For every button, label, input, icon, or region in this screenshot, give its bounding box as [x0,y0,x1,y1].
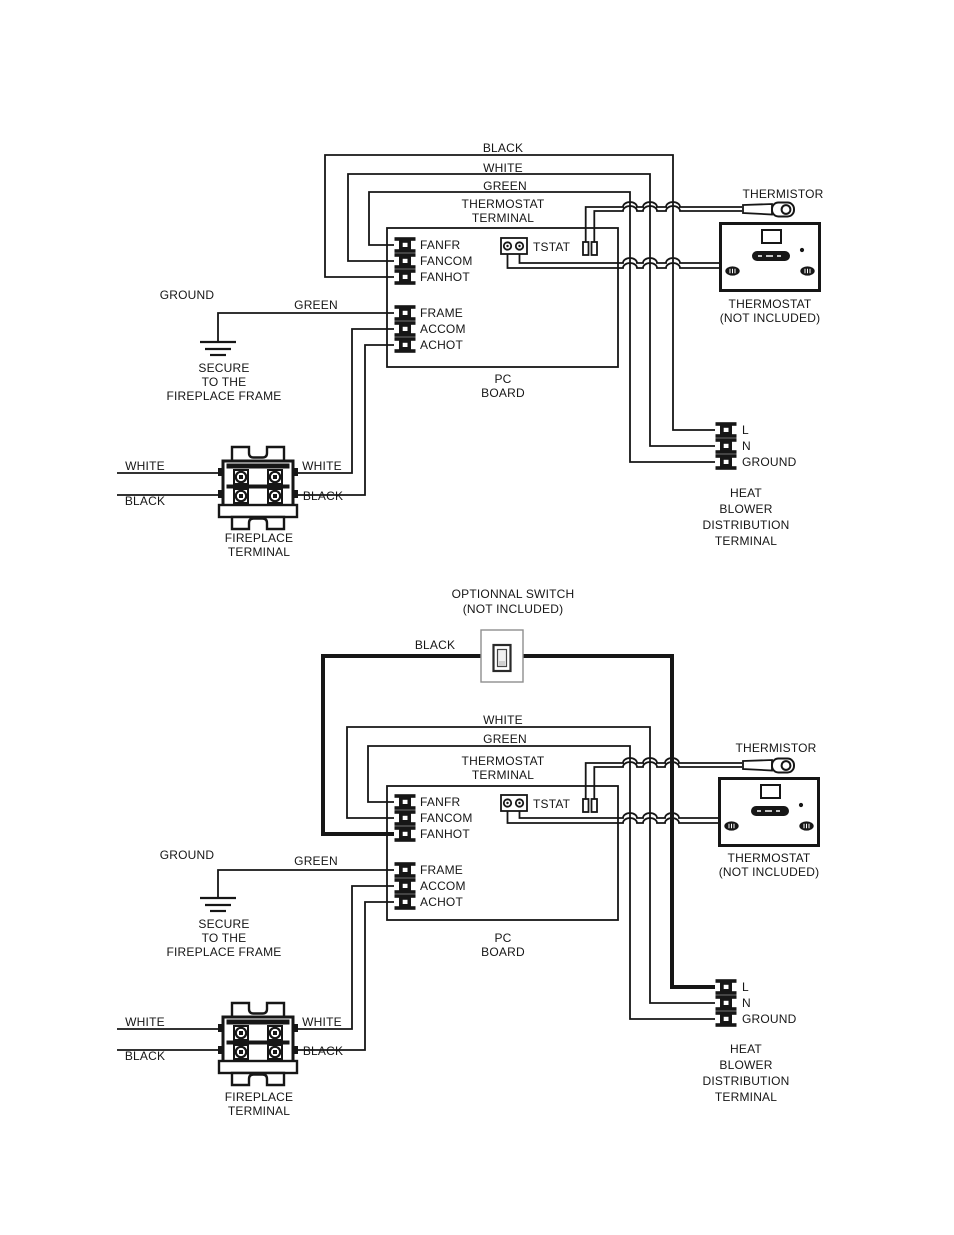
blower-terminal-l-icon [716,979,737,995]
fireplace-white-right-label: WHITE [302,459,342,473]
tstat-screw-right-dot [518,802,520,804]
white-wire-label: WHITE [483,161,523,175]
tstat-wire-pair [508,811,719,823]
fanhot-label: FANHOT [420,827,470,841]
secure-note-3: FIREPLACE FRAME [166,389,282,403]
secure-note-1: SECURE [198,917,250,931]
fanhot-terminal-icon [395,826,416,842]
black-wire-label: BLACK [482,141,524,155]
green-wire-label: GREEN [483,732,527,746]
switch-rocker-shade [499,661,505,666]
green-wire-label: GREEN [483,179,527,193]
blower-caption-3: DISTRIBUTION [702,1074,790,1088]
white-wire-label: WHITE [483,713,523,727]
thermostat-device-icon [721,224,820,291]
frame-label: FRAME [420,863,463,877]
fanhot-terminal-icon [395,269,416,285]
blower-terminal-n-icon [716,438,737,454]
thermistor-icon [743,759,794,773]
frame-terminal-icon [395,305,416,321]
thermostat-caption-2: (NOT INCLUDED) [719,311,821,325]
pc-board-caption-1: PC [494,372,512,386]
switch-caption-1: OPTIONNAL SWITCH [451,587,575,601]
fireplace-caption-1: FIREPLACE [224,1090,294,1104]
thermostat-terminal-header-2: TERMINAL [471,211,535,225]
blower-caption-3: DISTRIBUTION [702,518,790,532]
pc-board-caption-2: BOARD [481,945,525,959]
thermostat-terminal-header-1: THERMOSTAT [461,754,545,768]
blower-n-label: N [742,996,751,1010]
tstat-wire-pair [508,254,720,268]
fireplace-white-right-label: WHITE [302,1015,342,1029]
accom-label: ACCOM [420,322,466,336]
fireplace-white-left-label: WHITE [125,459,165,473]
fireplace-black-left-label: BLACK [124,1049,166,1063]
fireplace-black-right-label: BLACK [302,489,344,503]
accom-white-wire [293,886,394,1029]
fireplace-black-right-label: BLACK [302,1044,344,1058]
green-ground-label: GREEN [294,298,338,312]
fanfr-terminal-icon [395,237,416,253]
tstat-label: TSTAT [533,240,571,254]
thermostat-device-icon [720,779,819,846]
blower-terminal-l-icon [716,422,737,438]
thermostat-terminal-header-2: TERMINAL [471,768,535,782]
fireplace-terminal-icon [218,447,298,529]
accom-white-wire [293,329,394,473]
secure-note-2: TO THE [201,931,247,945]
fanfr-label: FANFR [420,795,461,809]
thermistor-pin-left [583,799,589,812]
thermistor-icon [743,203,794,217]
black-wire-right [523,656,715,987]
ground-symbol [200,342,236,355]
thermostat-caption-1: THERMOSTAT [727,851,811,865]
top-diagram [117,141,824,559]
ground-label: GROUND [159,848,215,862]
ground-label: GROUND [159,288,215,302]
switch-caption-2: (NOT INCLUDED) [462,602,564,616]
fireplace-black-left-label: BLACK [124,494,166,508]
fireplace-caption-2: TERMINAL [227,1104,291,1118]
fireplace-white-left-label: WHITE [125,1015,165,1029]
pc-board-caption-1: PC [494,931,512,945]
green-ground-label: GREEN [294,854,338,868]
tstat-screw-left-dot [506,245,508,247]
fancom-label: FANCOM [420,254,473,268]
fanfr-label: FANFR [420,238,461,252]
blower-terminal-n-icon [716,995,737,1011]
blower-caption-4: TERMINAL [714,534,778,548]
blower-ground-label: GROUND [742,1012,797,1026]
blower-caption-1: HEAT [730,1042,762,1056]
achot-terminal-icon [395,337,416,353]
pc-board-caption-2: BOARD [481,386,525,400]
tstat-screw-right-dot [518,245,520,247]
blower-terminal-ground-icon [716,454,737,470]
blower-l-label: L [742,980,749,994]
fireplace-terminal-icon [218,1003,298,1085]
blower-l-label: L [742,423,749,437]
thermostat-caption-1: THERMOSTAT [728,297,812,311]
thermostat-terminal-header-1: THERMOSTAT [461,197,545,211]
blower-ground-label: GROUND [742,455,797,469]
frame-terminal-icon [395,862,416,878]
accom-label: ACCOM [420,879,466,893]
thermistor-label: THERMISTOR [742,187,824,201]
blower-terminal-ground-icon [716,1011,737,1027]
secure-note-1: SECURE [198,361,250,375]
blower-caption-1: HEAT [730,486,762,500]
achot-label: ACHOT [420,895,463,909]
fanhot-label: FANHOT [420,270,470,284]
blower-caption-4: TERMINAL [714,1090,778,1104]
blower-n-label: N [742,439,751,453]
secure-note-2: TO THE [201,375,247,389]
achot-label: ACHOT [420,338,463,352]
fireplace-caption-1: FIREPLACE [224,531,294,545]
green-ground-wire [218,870,394,898]
tstat-screw-left-dot [506,802,508,804]
secure-note-3: FIREPLACE FRAME [166,945,282,959]
fireplace-caption-2: TERMINAL [227,545,291,559]
accom-terminal-icon [395,321,416,337]
achot-terminal-icon [395,894,416,910]
fanfr-terminal-icon [395,794,416,810]
blower-caption-2: BLOWER [719,502,773,516]
accom-terminal-icon [395,878,416,894]
fancom-terminal-icon [395,810,416,826]
bottom-diagram [117,587,819,1118]
frame-label: FRAME [420,306,463,320]
switch-black-wire-label: BLACK [414,638,456,652]
green-ground-wire [218,313,394,342]
thermistor-pin-right [592,799,598,812]
fancom-label: FANCOM [420,811,473,825]
thermistor-pin-left [583,242,589,255]
thermistor-label: THERMISTOR [735,741,817,755]
fancom-terminal-icon [395,253,416,269]
thermistor-wire-pair [586,202,742,242]
thermostat-caption-2: (NOT INCLUDED) [718,865,820,879]
blower-caption-2: BLOWER [719,1058,773,1072]
tstat-label: TSTAT [533,797,571,811]
ground-symbol [200,898,236,911]
thermistor-pin-right [592,242,598,255]
